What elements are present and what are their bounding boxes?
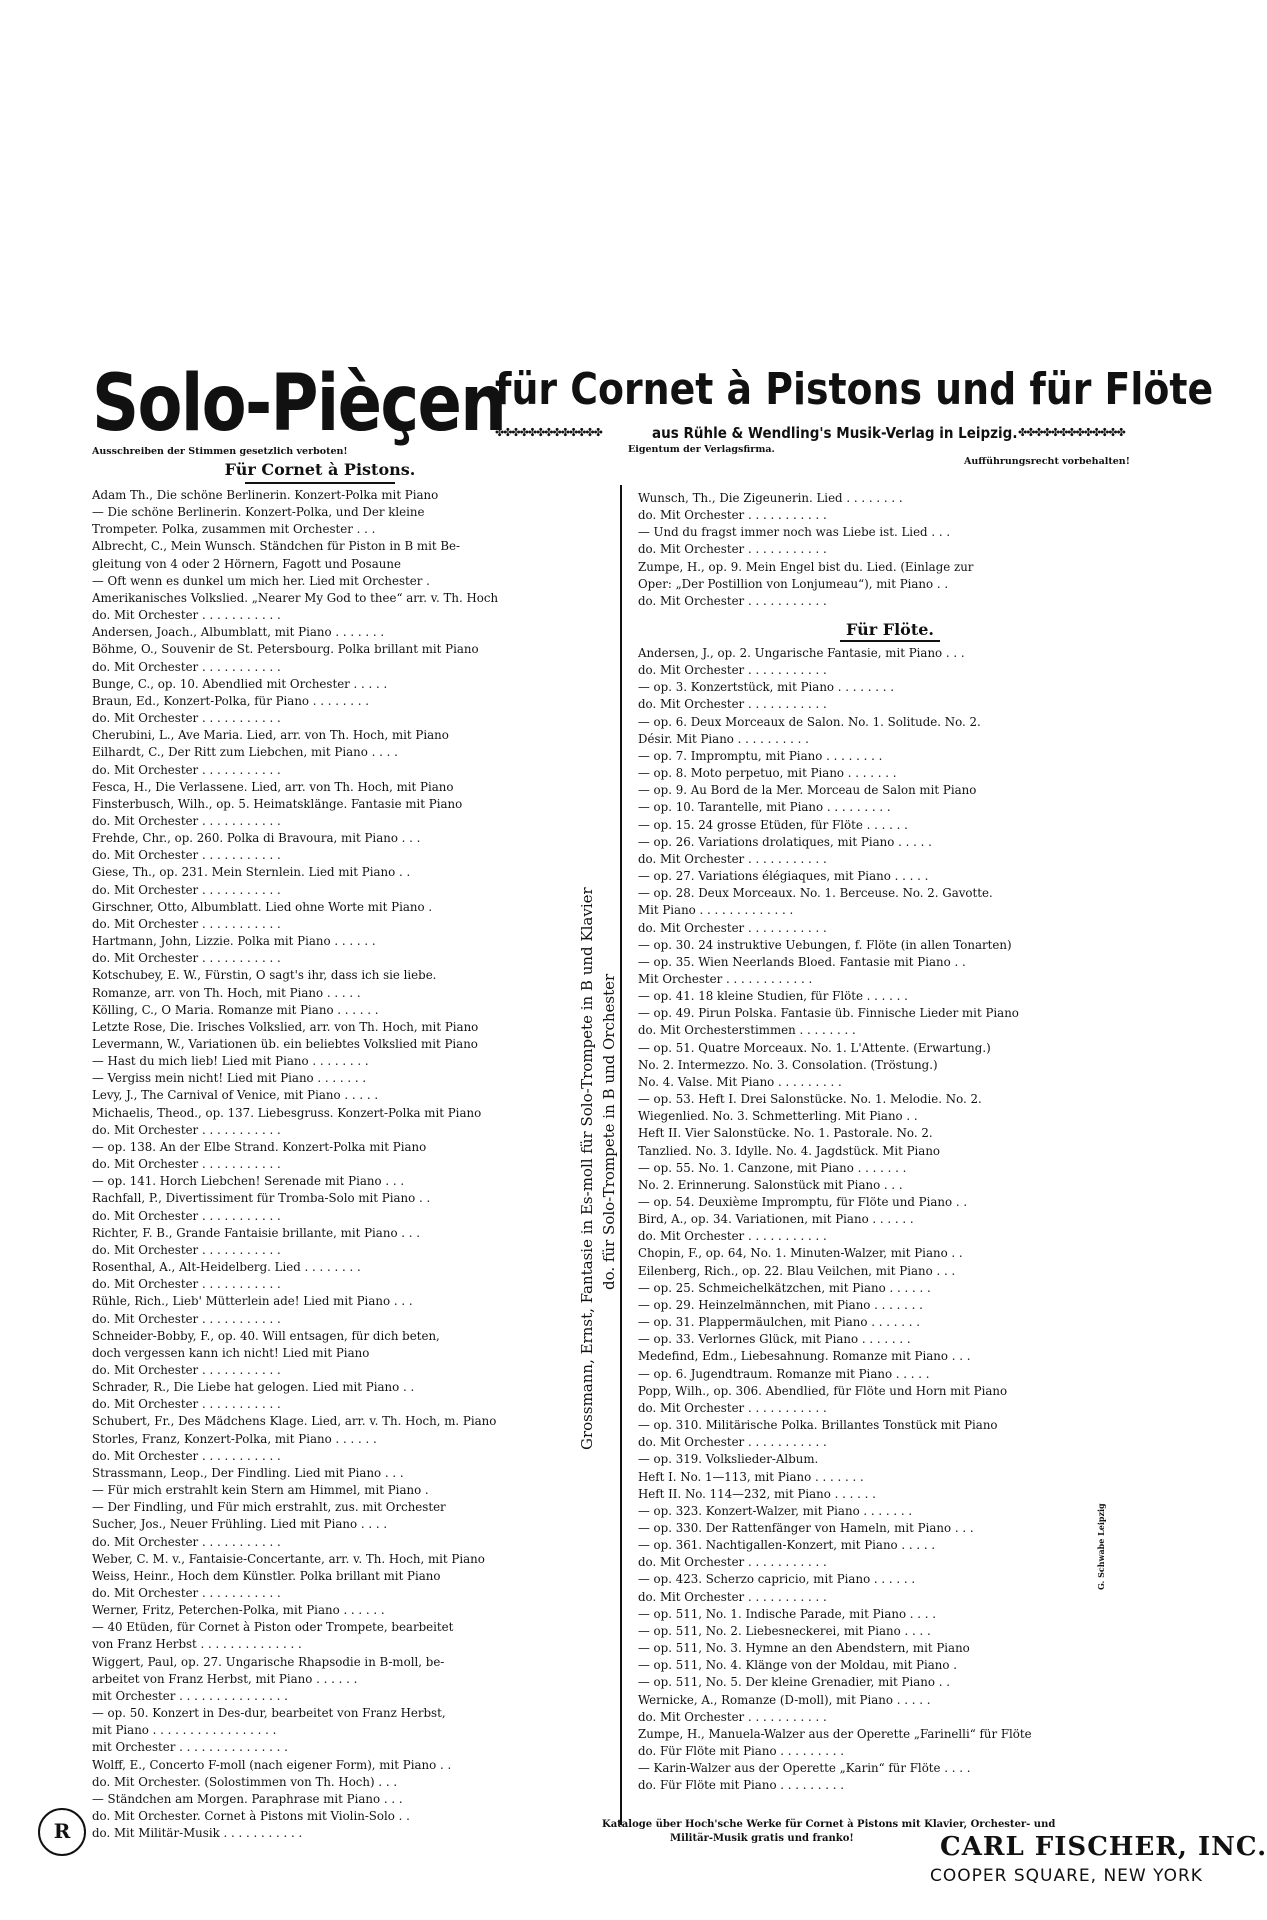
note-performance-rights: Aufführungsrecht vorbehalten! bbox=[964, 456, 1130, 467]
floete-entry: Popp, Wilh., op. 306. Abendlied, für Flöte und Horn mit Piano bbox=[638, 1383, 1008, 1398]
cornet-entry: Kotschubey, E. W., Fürstin, O sagt's ihr, dass ich sie liebe. bbox=[92, 968, 437, 983]
publisher-address: COOPER SQUARE, NEW YORK bbox=[930, 1866, 1203, 1886]
cornet-entry: mit Piano . . . . . . . . . . . . . . . . . bbox=[92, 1723, 277, 1738]
cornet-entry: — 40 Etüden, für Cornet à Piston oder Trompete, bearbeitet bbox=[92, 1620, 454, 1635]
cornet-entry: — op. 50. Konzert in Des-dur, bearbeitet von Franz Herbst, bbox=[92, 1706, 446, 1721]
cornet-entry: — Vergiss mein nicht! Lied mit Piano . . . . . . . bbox=[92, 1071, 367, 1086]
cornet-entry: Weber, C. M. v., Fantaisie-Concertante, arr. v. Th. Hoch, mit Piano bbox=[92, 1551, 485, 1566]
floete-entry: Chopin, F., op. 64, No. 1. Minuten-Walzer, mit Piano . . bbox=[638, 1246, 963, 1261]
cornet-right-entry: Oper: „Der Postillion von Lonjumeau“), mit Piano . . bbox=[638, 576, 949, 591]
left-column bbox=[92, 487, 542, 1841]
cornet-entry: Albrecht, C., Mein Wunsch. Ständchen für Piston in B mit Be- bbox=[92, 539, 461, 554]
cornet-entry: do. Mit Orchester . . . . . . . . . . . bbox=[92, 1311, 281, 1326]
floete-entry: — op. 330. Der Rattenfänger von Hameln, mit Piano . . . bbox=[638, 1520, 974, 1535]
floete-entry: — op. 10. Tarantelle, mit Piano . . . . . . . . . bbox=[638, 800, 891, 815]
section-cornet-heading: Für Cornet à Pistons. bbox=[224, 460, 416, 479]
floete-entry: Andersen, J., op. 2. Ungarische Fantasie, mit Piano . . . bbox=[638, 646, 965, 660]
floete-entry: — op. 8. Moto perpetuo, mit Piano . . . . . . . bbox=[638, 766, 897, 781]
cornet-entry: do. Mit Orchester . . . . . . . . . . . bbox=[92, 951, 281, 966]
floete-entry: — op. 29. Heinzelmännchen, mit Piano . . . . . . . bbox=[638, 1297, 923, 1312]
cornet-right-entry: do. Mit Orchester . . . . . . . . . . . bbox=[638, 508, 827, 523]
cornet-entry: Wiggert, Paul, op. 27. Ungarische Rhapsodie in B-moll, be- bbox=[92, 1654, 445, 1669]
floete-entry: — op. 511, No. 1. Indische Parade, mit Piano . . . . bbox=[638, 1606, 937, 1621]
cornet-entry: do. Mit Orchester. (Solostimmen von Th. Hoch) . . . bbox=[92, 1774, 398, 1789]
right-floete-column bbox=[638, 645, 1098, 1810]
cornet-entry: do. Mit Orchester . . . . . . . . . . . bbox=[92, 1362, 281, 1377]
floete-entry: Heft I. No. 1—113, mit Piano . . . . . . . bbox=[638, 1469, 864, 1484]
vertical-ad-line-2: do. für Solo-Trompete in B und Orchester bbox=[600, 973, 618, 1290]
floete-entry: — op. 323. Konzert-Walzer, mit Piano . . . . . . . bbox=[638, 1503, 913, 1518]
side-tag-text: G. Schwabe Leipzig bbox=[1096, 1503, 1106, 1590]
floete-entry: do. Mit Orchester . . . . . . . . . . . bbox=[638, 663, 827, 678]
floete-entry: — op. 511, No. 5. Der kleine Grenadier, mit Piano . . bbox=[638, 1675, 950, 1690]
cornet-right-entry: do. Mit Orchester . . . . . . . . . . . bbox=[638, 542, 827, 557]
floete-entry: do. Mit Orchester . . . . . . . . . . . bbox=[638, 1589, 827, 1604]
floete-entry: do. Mit Orchesterstimmen . . . . . . . . bbox=[638, 1023, 856, 1038]
cornet-entry: Wolff, E., Concerto F-moll (nach eigener Form), mit Piano . . bbox=[92, 1757, 452, 1772]
cornet-entry: do. Mit Orchester . . . . . . . . . . . bbox=[92, 608, 281, 623]
floete-entry: Mit Orchester . . . . . . . . . . . . bbox=[638, 971, 813, 986]
cornet-entry: Michaelis, Theod., op. 137. Liebesgruss. Konzert-Polka mit Piano bbox=[92, 1105, 482, 1120]
cornet-entry: Eilhardt, C., Der Ritt zum Liebchen, mit Piano . . . . bbox=[92, 745, 398, 760]
library-stamp: R bbox=[38, 1808, 86, 1856]
floete-entry: — op. 310. Militärische Polka. Brillantes Tonstück mit Piano bbox=[638, 1418, 998, 1433]
floete-entry: Medefind, Edm., Liebesahnung. Romanze mit Piano . . . bbox=[638, 1349, 971, 1364]
ornament-right: ✤✤✤✤✤✤✤✤✤✤✤✤✤ bbox=[1018, 426, 1125, 439]
cornet-entry: — Der Findling, und Für mich erstrahlt, zus. mit Orchester bbox=[92, 1500, 446, 1515]
cornet-entry: Schneider-Bobby, F., op. 40. Will entsagen, für dich beten, bbox=[92, 1328, 440, 1343]
section-cornet-rule bbox=[245, 482, 395, 484]
cornet-entry: do. Mit Orchester . . . . . . . . . . . bbox=[92, 848, 281, 863]
cornet-entry: Rühle, Rich., Lieb' Mütterlein ade! Lied mit Piano . . . bbox=[92, 1294, 413, 1309]
floete-entry: — op. 41. 18 kleine Studien, für Flöte . . . . . . bbox=[638, 989, 908, 1004]
cornet-entry: Richter, F. B., Grande Fantaisie brillante, mit Piano . . . bbox=[92, 1225, 421, 1240]
cornet-entry: Rosenthal, A., Alt-Heidelberg. Lied . . . . . . . . bbox=[92, 1260, 361, 1275]
cornet-entry: do. Mit Orchester . . . . . . . . . . . bbox=[92, 762, 281, 777]
floete-entry: — op. 361. Nachtigallen-Konzert, mit Piano . . . . . bbox=[638, 1538, 936, 1553]
cornet-right-entry: Wunsch, Th., Die Zigeunerin. Lied . . . . . . . . bbox=[638, 491, 903, 505]
floete-entry: do. Mit Orchester . . . . . . . . . . . bbox=[638, 1229, 827, 1244]
floete-entry: — op. 51. Quatre Morceaux. No. 1. L'Attente. (Erwartung.) bbox=[638, 1040, 991, 1055]
floete-entry: Heft II. Vier Salonstücke. No. 1. Pastorale. No. 2. bbox=[638, 1126, 933, 1141]
cornet-entry: Bunge, C., op. 10. Abendlied mit Orchester . . . . . bbox=[92, 676, 388, 691]
cornet-entry: Schubert, Fr., Des Mädchens Klage. Lied, arr. v. Th. Hoch, m. Piano bbox=[92, 1414, 497, 1429]
floete-entry: do. Für Flöte mit Piano . . . . . . . . . bbox=[638, 1778, 845, 1793]
cornet-entry: do. Mit Orchester . . . . . . . . . . . bbox=[92, 659, 281, 674]
floete-entry: — op. 30. 24 instruktive Uebungen, f. Flöte (in allen Tonarten) bbox=[638, 937, 1012, 952]
cornet-entry: Frehde, Chr., op. 260. Polka di Bravoura, mit Piano . . . bbox=[92, 831, 421, 846]
cornet-entry: do. Mit Orchester . . . . . . . . . . . bbox=[92, 1586, 281, 1600]
cornet-entry: do. Mit Militär-Musik . . . . . . . . . . . bbox=[92, 1826, 303, 1841]
cornet-entry: Strassmann, Leop., Der Findling. Lied mit Piano . . . bbox=[92, 1465, 404, 1480]
cornet-entry: Fesca, H., Die Verlassene. Lied, arr. von Th. Hoch, mit Piano bbox=[92, 779, 454, 794]
cornet-entry: Schrader, R., Die Liebe hat gelogen. Lied mit Piano . . bbox=[92, 1380, 415, 1395]
floete-entry: — Karin-Walzer aus der Operette „Karin“ für Flöte . . . . bbox=[638, 1761, 971, 1776]
cornet-entry: Levermann, W., Variationen üb. ein beliebtes Volkslied mit Piano bbox=[92, 1037, 478, 1051]
cornet-entry: do. Mit Orchester . . . . . . . . . . . bbox=[92, 1242, 281, 1257]
cornet-entry: Storles, Franz, Konzert-Polka, mit Piano . . . . . . bbox=[92, 1431, 377, 1446]
cornet-entry: Finsterbusch, Wilh., op. 5. Heimatsklänge. Fantasie mit Piano bbox=[92, 796, 463, 811]
cornet-entry: — Die schöne Berlinerin. Konzert-Polka, und Der kleine bbox=[92, 505, 425, 520]
cornet-entry: Andersen, Joach., Albumblatt, mit Piano . . . . . . . bbox=[92, 625, 385, 640]
floete-entry: Désir. Mit Piano . . . . . . . . . . bbox=[638, 731, 809, 746]
page-subtitle: für Cornet à Pistons und für Flöte bbox=[495, 364, 1214, 415]
floete-entry: — op. 319. Volkslieder-Album. bbox=[638, 1452, 819, 1467]
floete-entry: — op. 6. Jugendtraum. Romanze mit Piano . . . . . bbox=[638, 1366, 930, 1381]
publisher-brand: CARL FISCHER, INC. bbox=[940, 1832, 1267, 1862]
cornet-entry: Levy, J., The Carnival of Venice, mit Piano . . . . . bbox=[92, 1088, 379, 1103]
floete-entry: — op. 28. Deux Morceaux. No. 1. Berceuse. No. 2. Gavotte. bbox=[638, 886, 993, 901]
floete-entry: — op. 53. Heft I. Drei Salonstücke. No. 1. Melodie. No. 2. bbox=[638, 1092, 982, 1107]
cornet-entry: doch vergessen kann ich nicht! Lied mit Piano bbox=[92, 1345, 370, 1360]
cornet-entry: arbeitet von Franz Herbst, mit Piano . . . . . . bbox=[92, 1671, 358, 1686]
floete-entry: — op. 511, No. 4. Klänge von der Moldau, mit Piano . bbox=[638, 1658, 958, 1673]
floete-entry: do. Mit Orchester . . . . . . . . . . . bbox=[638, 1555, 827, 1570]
floete-entry: — op. 26. Variations drolatiques, mit Piano . . . . . bbox=[638, 834, 932, 849]
catalog-line-1: Kataloge über Hoch'sche Werke für Cornet à Pistons mit Klavier, Orchester- und bbox=[602, 1819, 1056, 1830]
floete-entry: Bird, A., op. 34. Variationen, mit Piano . . . . . . bbox=[638, 1212, 914, 1227]
cornet-entry: Kölling, C., O Maria. Romanze mit Piano . . . . . . bbox=[92, 1002, 379, 1017]
cornet-entry: mit Orchester . . . . . . . . . . . . . . . bbox=[92, 1688, 288, 1703]
cornet-entry: Sucher, Jos., Neuer Frühling. Lied mit Piano . . . . bbox=[92, 1517, 388, 1532]
cornet-entry: do. Mit Orchester . . . . . . . . . . . bbox=[92, 1208, 281, 1223]
note-property: Eigentum der Verlagsfirma. bbox=[628, 444, 775, 455]
cornet-entry: do. Mit Orchester . . . . . . . . . . . bbox=[92, 1157, 281, 1172]
cornet-entry: mit Orchester . . . . . . . . . . . . . . . bbox=[92, 1740, 288, 1755]
floete-entry: do. Mit Orchester . . . . . . . . . . . bbox=[638, 920, 827, 935]
cornet-right-entry: — Und du fragst immer noch was Liebe ist. Lied . . . bbox=[638, 525, 951, 540]
cornet-entry: do. Mit Orchester . . . . . . . . . . . bbox=[92, 1534, 281, 1549]
cornet-entry: — Für mich erstrahlt kein Stern am Himmel, mit Piano . bbox=[92, 1483, 429, 1498]
floete-entry: Mit Piano . . . . . . . . . . . . . bbox=[638, 903, 794, 918]
cornet-entry: — Oft wenn es dunkel um mich her. Lied mit Orchester . bbox=[92, 573, 430, 588]
floete-entry: — op. 423. Scherzo capricio, mit Piano . . . . . . bbox=[638, 1572, 916, 1587]
floete-entry: — op. 7. Impromptu, mit Piano . . . . . . . . bbox=[638, 748, 883, 763]
cornet-entry: do. Mit Orchester . . . . . . . . . . . bbox=[92, 1122, 281, 1137]
floete-entry: do. Mit Orchester . . . . . . . . . . . bbox=[638, 1435, 827, 1450]
cornet-entry: do. Mit Orchester . . . . . . . . . . . bbox=[92, 1277, 281, 1292]
cornet-entry: do. Mit Orchester . . . . . . . . . . . bbox=[92, 1448, 281, 1463]
note-copying-prohibited: Ausschreiben der Stimmen gesetzlich verboten! bbox=[92, 446, 348, 457]
section-floete-rule bbox=[840, 640, 940, 642]
section-floete-heading: Für Flöte. bbox=[846, 620, 934, 639]
floete-entry: — op. 31. Plappermäulchen, mit Piano . . . . . . . bbox=[638, 1315, 920, 1330]
floete-entry: — op. 49. Pirun Polska. Fantasie üb. Finnische Lieder mit Piano bbox=[638, 1006, 1019, 1021]
publisher-line: aus Rühle & Wendling's Musik-Verlag in Leipzig. bbox=[652, 424, 1018, 442]
floete-entry: No. 2. Erinnerung. Salonstück mit Piano . . . bbox=[638, 1177, 903, 1192]
floete-entry: No. 2. Intermezzo. No. 3. Consolation. (Tröstung.) bbox=[638, 1057, 938, 1072]
floete-entry: Wernicke, A., Romanze (D-moll), mit Piano . . . . . bbox=[638, 1692, 931, 1707]
cornet-entry: Girschner, Otto, Albumblatt. Lied ohne Worte mit Piano . bbox=[92, 899, 433, 914]
cornet-entry: von Franz Herbst . . . . . . . . . . . . . . bbox=[92, 1637, 302, 1652]
floete-entry: — op. 25. Schmeichelkätzchen, mit Piano . . . . . . bbox=[638, 1280, 931, 1295]
floete-entry: — op. 6. Deux Morceaux de Salon. No. 1. Solitude. No. 2. bbox=[638, 714, 981, 729]
floete-entry: do. Für Flöte mit Piano . . . . . . . . . bbox=[638, 1744, 845, 1758]
cornet-entry: do. Mit Orchester . . . . . . . . . . . bbox=[92, 882, 281, 897]
right-top-column bbox=[638, 490, 1098, 620]
cornet-entry: — op. 141. Horch Liebchen! Serenade mit Piano . . . bbox=[92, 1174, 405, 1189]
floete-entry: Eilenberg, Rich., op. 22. Blau Veilchen, mit Piano . . . bbox=[638, 1263, 956, 1278]
floete-entry: — op. 54. Deuxième Impromptu, für Flöte und Piano . . bbox=[638, 1195, 968, 1209]
floete-entry: No. 4. Valse. Mit Piano . . . . . . . . . bbox=[638, 1074, 842, 1089]
cornet-right-entry: do. Mit Orchester . . . . . . . . . . . bbox=[638, 593, 827, 608]
floete-entry: — op. 27. Variations élégiaques, mit Piano . . . . . bbox=[638, 869, 929, 884]
floete-entry: — op. 511, No. 3. Hymne an den Abendstern, mit Piano bbox=[638, 1641, 970, 1656]
cornet-entry: Romanze, arr. von Th. Hoch, mit Piano . . . . . bbox=[92, 985, 361, 1000]
floete-entry: — op. 35. Wien Neerlands Bloed. Fantasie mit Piano . . bbox=[638, 954, 966, 969]
cornet-entry: do. Mit Orchester . . . . . . . . . . . bbox=[92, 711, 281, 726]
floete-entry: Wiegenlied. No. 3. Schmetterling. Mit Piano . . bbox=[638, 1109, 918, 1124]
cornet-entry: do. Mit Orchester. Cornet à Pistons mit Violin-Solo . . bbox=[92, 1809, 410, 1824]
page-title: Solo-Pièçen bbox=[92, 359, 506, 449]
cornet-entry: — Ständchen am Morgen. Paraphrase mit Piano . . . bbox=[92, 1791, 403, 1806]
cornet-entry: Trompeter. Polka, zusammen mit Orchester . . . bbox=[92, 522, 376, 537]
floete-entry: do. Mit Orchester . . . . . . . . . . . bbox=[638, 697, 827, 712]
cornet-entry: Werner, Fritz, Peterchen-Polka, mit Piano . . . . . . bbox=[92, 1603, 385, 1618]
cornet-entry: Böhme, O., Souvenir de St. Petersbourg. Polka brillant mit Piano bbox=[92, 642, 479, 657]
cornet-entry: Cherubini, L., Ave Maria. Lied, arr. von Th. Hoch, mit Piano bbox=[92, 728, 449, 743]
ornament-left: ✤✤✤✤✤✤✤✤✤✤✤✤✤ bbox=[495, 426, 602, 439]
cornet-entry: do. Mit Orchester . . . . . . . . . . . bbox=[92, 1397, 281, 1412]
cornet-entry: gleitung von 4 oder 2 Hörnern, Fagott und Posaune bbox=[92, 556, 401, 571]
cornet-entry: — op. 138. An der Elbe Strand. Konzert-Polka mit Piano bbox=[92, 1139, 427, 1154]
column-divider bbox=[620, 485, 622, 1825]
cornet-entry: Hartmann, John, Lizzie. Polka mit Piano . . . . . . bbox=[92, 934, 376, 949]
cornet-entry: do. Mit Orchester . . . . . . . . . . . bbox=[92, 916, 281, 931]
cornet-entry: — Hast du mich lieb! Lied mit Piano . . . . . . . . bbox=[92, 1054, 369, 1069]
cornet-entry: do. Mit Orchester . . . . . . . . . . . bbox=[92, 813, 281, 828]
cornet-entry: Giese, Th., op. 231. Mein Sternlein. Lied mit Piano . . bbox=[92, 865, 411, 880]
vertical-ad-line-1: Grossmann, Ernst, Fantasie in Es-moll für Solo-Trompete in B und Klavier bbox=[578, 887, 596, 1450]
floete-entry: Tanzlied. No. 3. Idylle. No. 4. Jagdstück. Mit Piano bbox=[638, 1143, 941, 1158]
floete-entry: do. Mit Orchester . . . . . . . . . . . bbox=[638, 851, 827, 866]
floete-entry: do. Mit Orchester . . . . . . . . . . . bbox=[638, 1709, 827, 1724]
cornet-entry: Letzte Rose, Die. Irisches Volkslied, arr. von Th. Hoch, mit Piano bbox=[92, 1019, 479, 1034]
cornet-entry: Amerikanisches Volkslied. „Nearer My God to thee“ arr. v. Th. Hoch bbox=[92, 590, 499, 605]
catalog-line-2: Militär-Musik gratis und franko! bbox=[670, 1833, 854, 1844]
floete-entry: — op. 511, No. 2. Liebesneckerei, mit Piano . . . . bbox=[638, 1623, 931, 1638]
floete-entry: do. Mit Orchester . . . . . . . . . . . bbox=[638, 1400, 827, 1415]
cornet-entry: Rachfall, P., Divertissiment für Tromba-Solo mit Piano . . bbox=[92, 1191, 431, 1206]
cornet-entry: Weiss, Heinr., Hoch dem Künstler. Polka brillant mit Piano bbox=[92, 1568, 441, 1583]
floete-entry: — op. 33. Verlornes Glück, mit Piano . . . . . . . bbox=[638, 1332, 911, 1347]
cornet-entry: Braun, Ed., Konzert-Polka, für Piano . . . . . . . . bbox=[92, 693, 370, 708]
cornet-right-entry: Zumpe, H., op. 9. Mein Engel bist du. Lied. (Einlage zur bbox=[638, 559, 974, 574]
floete-entry: — op. 3. Konzertstück, mit Piano . . . . . . . . bbox=[638, 680, 895, 695]
floete-entry: — op. 15. 24 grosse Etüden, für Flöte . . . . . . bbox=[638, 817, 908, 832]
floete-entry: Zumpe, H., Manuela-Walzer aus der Operette „Farinelli“ für Flöte bbox=[638, 1726, 1032, 1741]
floete-entry: — op. 55. No. 1. Canzone, mit Piano . . . . . . . bbox=[638, 1160, 907, 1175]
floete-entry: Heft II. No. 114—232, mit Piano . . . . . . bbox=[638, 1486, 876, 1501]
cornet-entry: Adam Th., Die schöne Berlinerin. Konzert-Polka mit Piano bbox=[92, 488, 439, 502]
floete-entry: — op. 9. Au Bord de la Mer. Morceau de Salon mit Piano bbox=[638, 783, 977, 798]
